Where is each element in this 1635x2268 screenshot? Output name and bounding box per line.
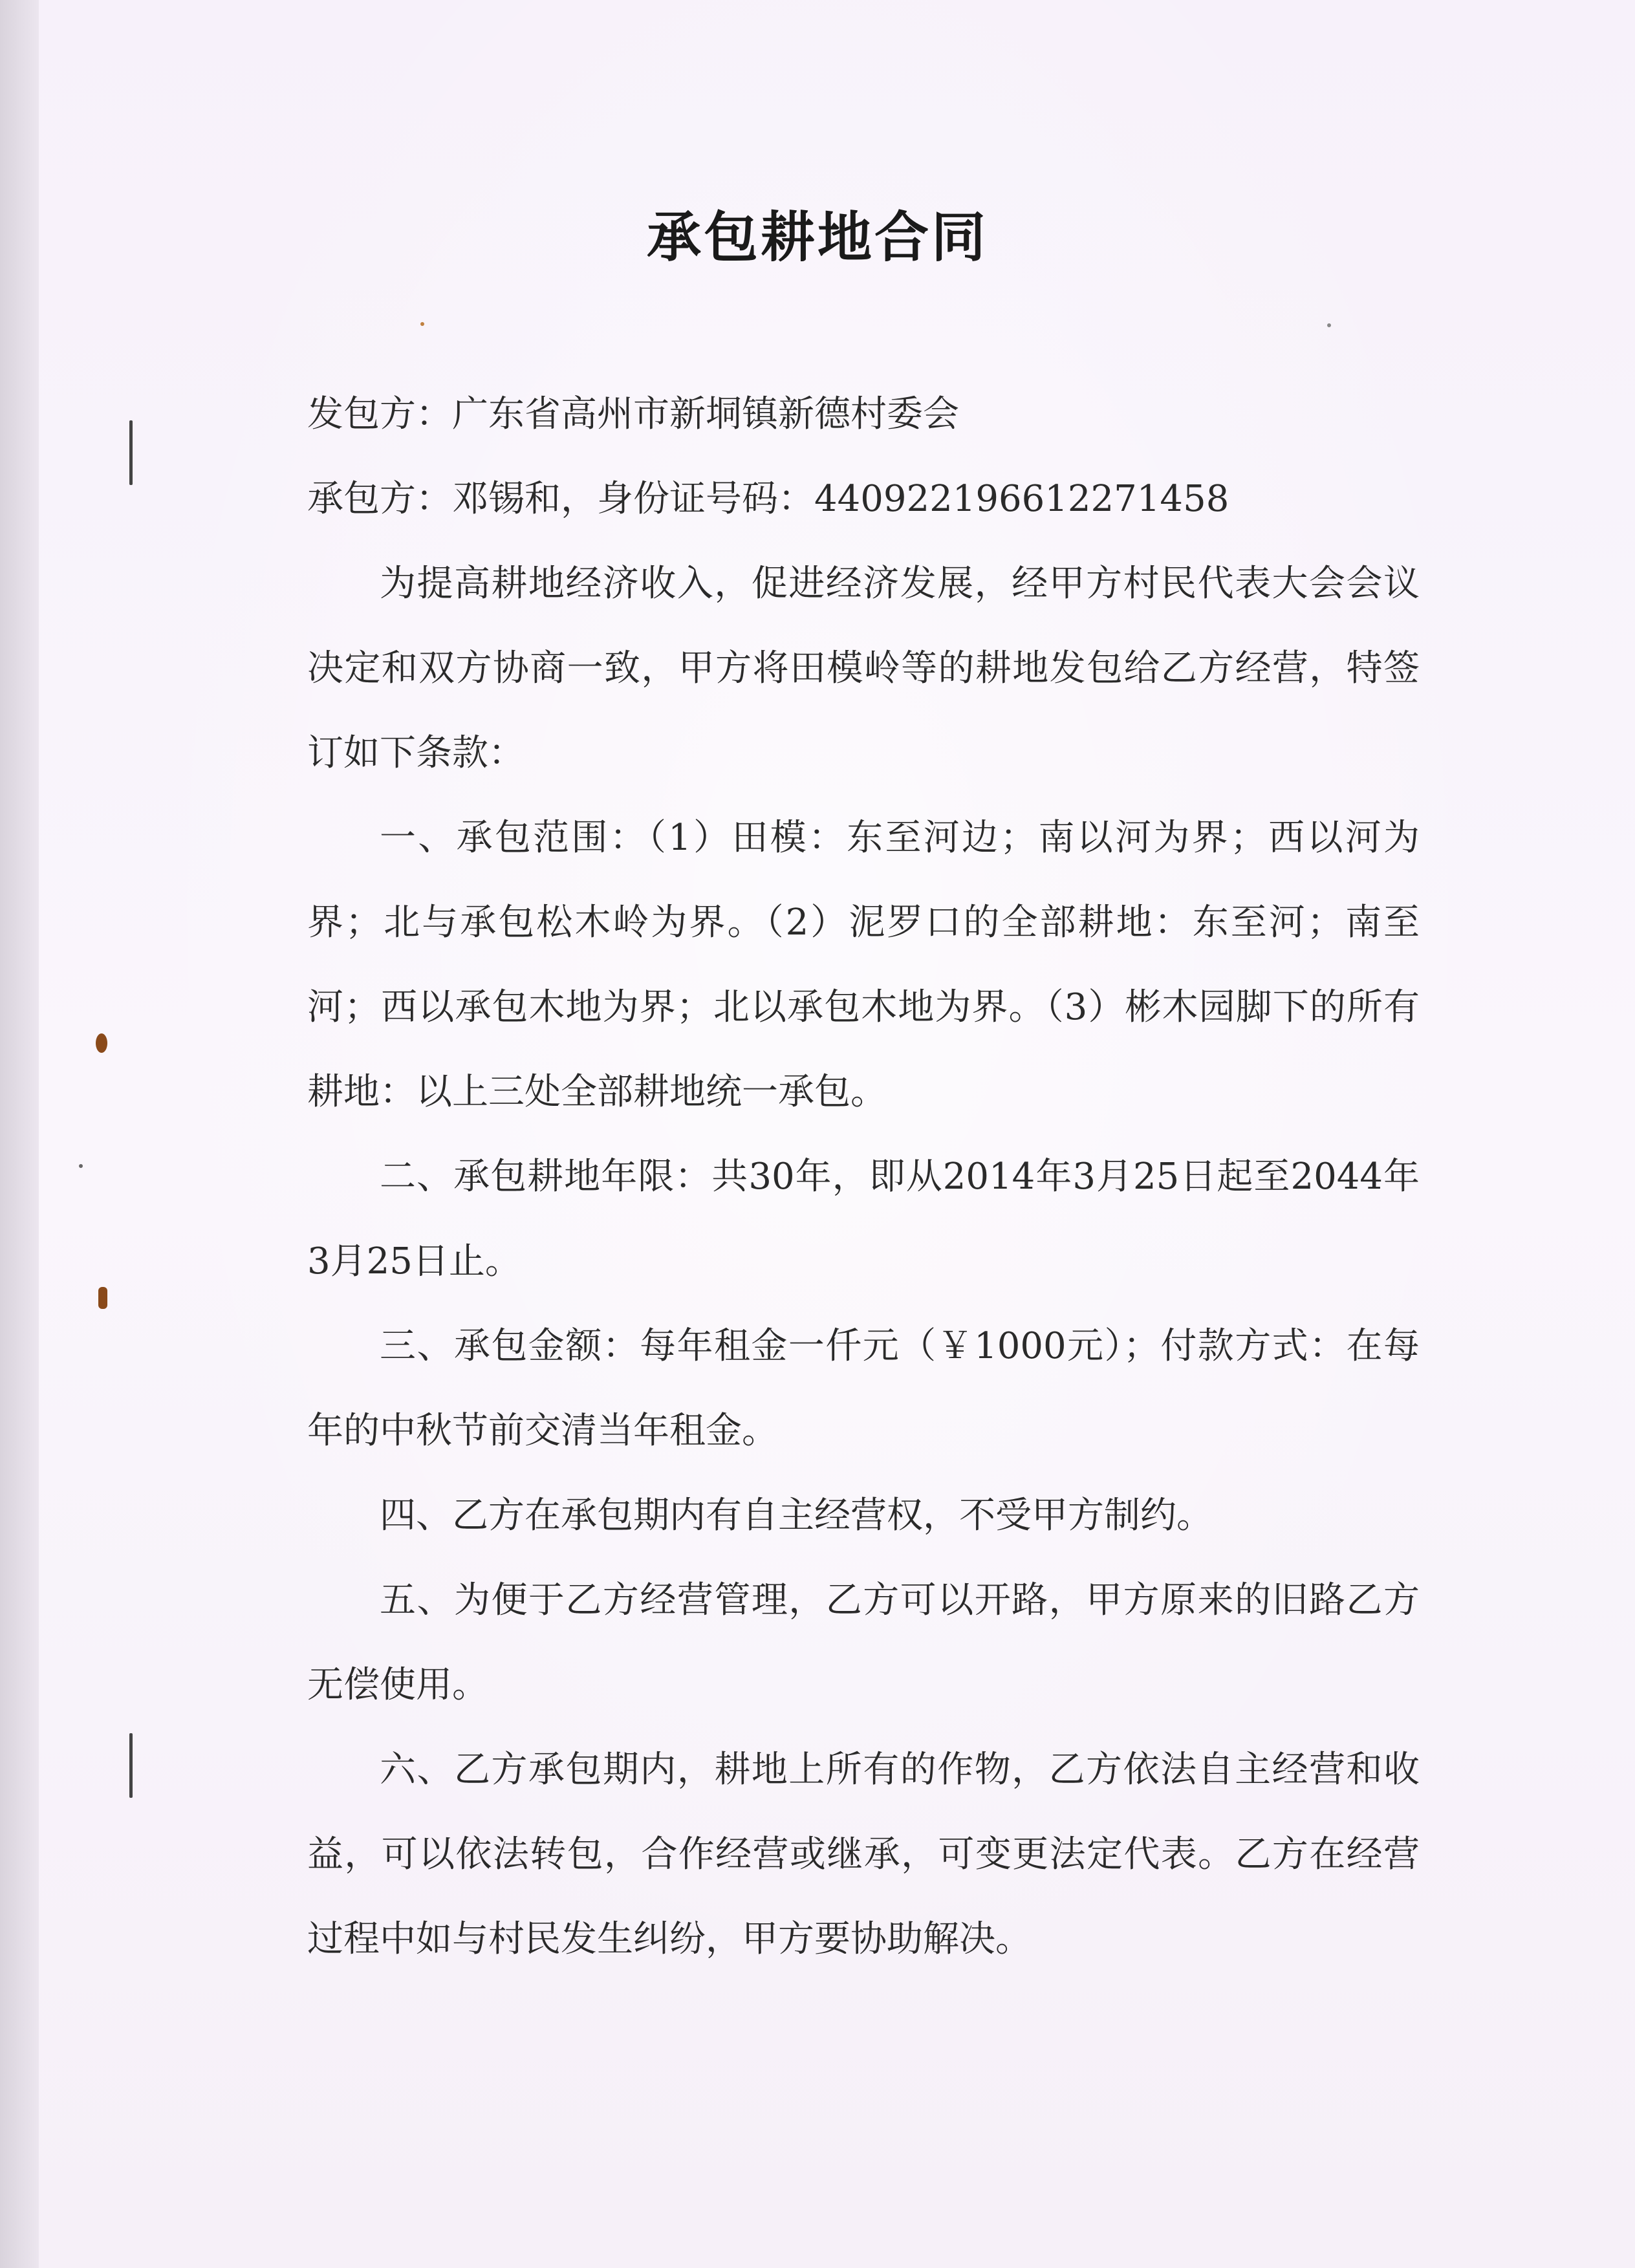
staple-mark-bottom bbox=[129, 1733, 133, 1798]
staple-mark-top bbox=[129, 420, 133, 485]
rust-spot bbox=[96, 1033, 107, 1053]
speck bbox=[1327, 323, 1331, 327]
clause-2-term: 二、承包耕地年限：共30年，即从2014年3月25日起至2044年3月25日止。 bbox=[307, 1156, 1420, 1282]
document-title: 承包耕地合同 bbox=[646, 206, 988, 269]
preamble-paragraph: 为提高耕地经济收入，促进经济发展，经甲方村民代表大会会议决定和双方协商一致，甲方将田模岭等的耕地发包给乙方经营，特签订如下条款： bbox=[307, 563, 1420, 774]
speck bbox=[79, 1164, 83, 1168]
clause-4-autonomy: 四、乙方在承包期内有自主经营权，不受甲方制约。 bbox=[380, 1495, 1213, 1537]
contractee-line: 承包方：邓锡和，身份证号码：440922196612271458 bbox=[307, 478, 1229, 520]
speck bbox=[420, 322, 424, 326]
document-body bbox=[307, 372, 1420, 1982]
contractor-line: 发包方：广东省高州市新垌镇新德村委会 bbox=[307, 393, 959, 435]
clause-3-amount: 三、承包金额：每年租金一仟元（￥1000元）；付款方式：在每年的中秋节前交清当年租金。 bbox=[307, 1325, 1420, 1452]
page-left-edge-shadow bbox=[0, 0, 39, 2268]
clause-1-scope: 一、承包范围：（1）田模：东至河边；南以河为界；西以河为界；北与承包松木岭为界。（2）泥罗口的全部耕地：东至河；南至河；西以承包木地为界；北以承包木地为界。（3）彬木园脚下的所有耕地：以上三处全部耕地统一承包。 bbox=[307, 817, 1420, 1113]
clause-6-crops: 六、乙方承包期内，耕地上所有的作物，乙方依法自主经营和收益，可以依法转包，合作经营或继承，可变更法定代表。乙方在经营过程中如与村民发生纠纷，甲方要协助解决。 bbox=[307, 1749, 1420, 1960]
rust-spot bbox=[98, 1287, 107, 1309]
clause-5-roads: 五、为便于乙方经营管理，乙方可以开路，甲方原来的旧路乙方无偿使用。 bbox=[307, 1579, 1420, 1706]
